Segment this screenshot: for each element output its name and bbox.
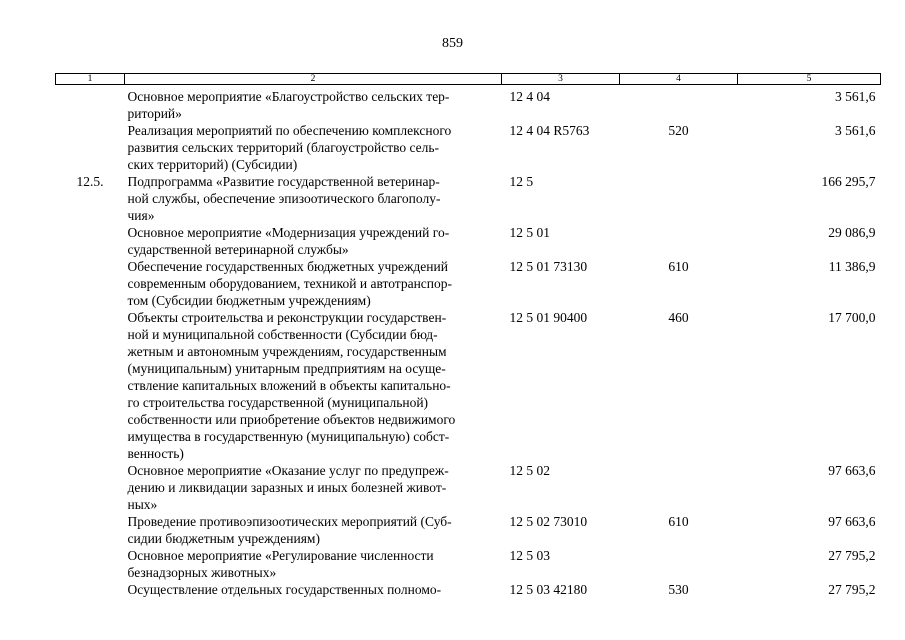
row-name-line: Осуществление отдельных государственных полномо- bbox=[127, 582, 442, 597]
table-row bbox=[56, 581, 881, 598]
row-name-line: жетным и автономным учреждениям, государственным bbox=[127, 344, 447, 359]
row-number-cell bbox=[56, 462, 125, 513]
row-expense-type-cell bbox=[620, 462, 738, 513]
row-name-line: дению и ликвидации заразных и иных болезней живот- bbox=[127, 480, 447, 495]
row-number-cell bbox=[56, 513, 125, 547]
row-number-cell bbox=[56, 547, 125, 581]
row-expense-type-cell: 610 bbox=[668, 259, 689, 274]
table-body bbox=[56, 85, 881, 599]
row-name-cell bbox=[125, 173, 502, 224]
row-number-cell bbox=[56, 258, 125, 309]
table-row bbox=[56, 547, 881, 581]
row-name-line: том (Субсидии бюджетным учреждениям) bbox=[127, 293, 371, 308]
row-name-line: Проведение противоэпизоотических мероприятий (Суб- bbox=[127, 514, 452, 529]
row-amount-cell: 3 561,6 bbox=[835, 89, 876, 104]
row-code-cell: 12 5 01 90400 bbox=[509, 310, 588, 325]
row-name-cell bbox=[125, 122, 502, 173]
row-name-line: ной службы, обеспечение эпизоотического благополу- bbox=[127, 191, 441, 206]
row-number-cell bbox=[56, 581, 125, 598]
row-name-line: ствление капитальных вложений в объекты капитально- bbox=[127, 378, 451, 393]
row-name-line: сидии бюджетным учреждениям) bbox=[127, 531, 320, 546]
row-amount-cell: 27 795,2 bbox=[828, 582, 876, 597]
row-name-line: развития сельских территорий (благоустройство сель- bbox=[127, 140, 440, 155]
row-code-cell: 12 5 02 bbox=[509, 463, 550, 478]
row-amount-cell: 17 700,0 bbox=[828, 310, 876, 325]
row-name-line: (муниципальным) унитарным предприятиям на осуще- bbox=[127, 361, 446, 376]
row-name-cell bbox=[125, 309, 502, 462]
table-row bbox=[56, 173, 881, 224]
row-amount-cell: 97 663,6 bbox=[828, 463, 876, 478]
row-name-line: Основное мероприятие «Регулирование численности bbox=[127, 548, 434, 563]
row-amount-cell: 97 663,6 bbox=[828, 514, 876, 529]
table-row bbox=[56, 513, 881, 547]
row-amount-cell: 29 086,9 bbox=[828, 225, 876, 240]
row-name-line: безнадзорных животных» bbox=[127, 565, 277, 580]
row-expense-type-cell: 610 bbox=[668, 514, 689, 529]
row-expense-type-cell: 520 bbox=[668, 123, 689, 138]
row-expense-type-cell: 530 bbox=[668, 582, 689, 597]
row-name-line: го строительства государственной (муниципальной) bbox=[127, 395, 429, 410]
table-header bbox=[56, 74, 881, 85]
row-name-cell bbox=[125, 547, 502, 581]
table-row bbox=[56, 85, 881, 123]
row-code-cell: 12 5 bbox=[509, 174, 534, 189]
row-code-cell: 12 5 03 42180 bbox=[509, 582, 588, 597]
column-header: 4 bbox=[620, 74, 738, 85]
row-name-line: Основное мероприятие «Благоустройство сельских тер- bbox=[127, 89, 450, 104]
table-row bbox=[56, 462, 881, 513]
row-name-cell bbox=[125, 85, 502, 123]
row-name-line: ной и муниципальной собственности (Субсидии бюд- bbox=[127, 327, 438, 342]
budget-table bbox=[55, 73, 881, 598]
row-name-line: венность) bbox=[127, 446, 184, 461]
row-code-cell: 12 4 04 bbox=[509, 89, 550, 104]
table-row bbox=[56, 224, 881, 258]
row-number-cell bbox=[56, 309, 125, 462]
page-number: 859 bbox=[442, 36, 463, 51]
row-name-cell bbox=[125, 224, 502, 258]
row-name-line: имущества в государственную (муниципальную) собст- bbox=[127, 429, 450, 444]
row-code-cell: 12 5 02 73010 bbox=[509, 514, 588, 529]
row-code-cell: 12 5 01 bbox=[509, 225, 550, 240]
row-number-cell: 12.5. bbox=[76, 174, 104, 189]
row-name-line: Основное мероприятие «Оказание услуг по предупреж- bbox=[127, 463, 449, 478]
row-expense-type-cell bbox=[620, 224, 738, 258]
column-header: 5 bbox=[738, 74, 881, 85]
row-code-cell: 12 4 04 R5763 bbox=[509, 123, 590, 138]
row-number-cell bbox=[56, 85, 125, 123]
row-expense-type-cell: 460 bbox=[668, 310, 689, 325]
row-name-line: чия» bbox=[127, 208, 155, 223]
row-name-line: Объекты строительства и реконструкции государствен- bbox=[127, 310, 447, 325]
row-name-line: Подпрограмма «Развитие государственной ветеринар- bbox=[127, 174, 440, 189]
row-code-cell: 12 5 01 73130 bbox=[509, 259, 588, 274]
row-amount-cell: 27 795,2 bbox=[828, 548, 876, 563]
row-name-line: ных» bbox=[127, 497, 158, 512]
row-number-cell bbox=[56, 122, 125, 173]
row-name-cell bbox=[125, 258, 502, 309]
row-amount-cell: 3 561,6 bbox=[835, 123, 876, 138]
row-name-cell bbox=[125, 513, 502, 547]
column-header: 3 bbox=[502, 74, 620, 85]
row-name-line: сударственной ветеринарной службы» bbox=[127, 242, 349, 257]
row-expense-type-cell bbox=[620, 173, 738, 224]
table-row bbox=[56, 122, 881, 173]
row-name-line: риторий» bbox=[127, 106, 182, 121]
row-expense-type-cell bbox=[620, 547, 738, 581]
column-header: 2 bbox=[125, 74, 502, 85]
table-row bbox=[56, 309, 881, 462]
column-header: 1 bbox=[56, 74, 125, 85]
row-name-line: Реализация мероприятий по обеспечению комплексного bbox=[127, 123, 452, 138]
table-row bbox=[56, 258, 881, 309]
row-name-line: современным оборудованием, техникой и автотранспор- bbox=[127, 276, 453, 291]
row-amount-cell: 166 295,7 bbox=[821, 174, 876, 189]
row-expense-type-cell bbox=[620, 85, 738, 123]
row-amount-cell: 11 386,9 bbox=[828, 259, 876, 274]
row-name-line: Основное мероприятие «Модернизация учреждений го- bbox=[127, 225, 450, 240]
row-number-cell bbox=[56, 224, 125, 258]
row-name-cell bbox=[125, 462, 502, 513]
row-name-line: ских территорий) (Субсидии) bbox=[127, 157, 298, 172]
row-code-cell: 12 5 03 bbox=[509, 548, 550, 563]
row-name-line: собственности или приобретение объектов недвижимого bbox=[127, 412, 456, 427]
row-name-line: Обеспечение государственных бюджетных учреждений bbox=[127, 259, 448, 274]
row-name-cell bbox=[125, 581, 502, 598]
